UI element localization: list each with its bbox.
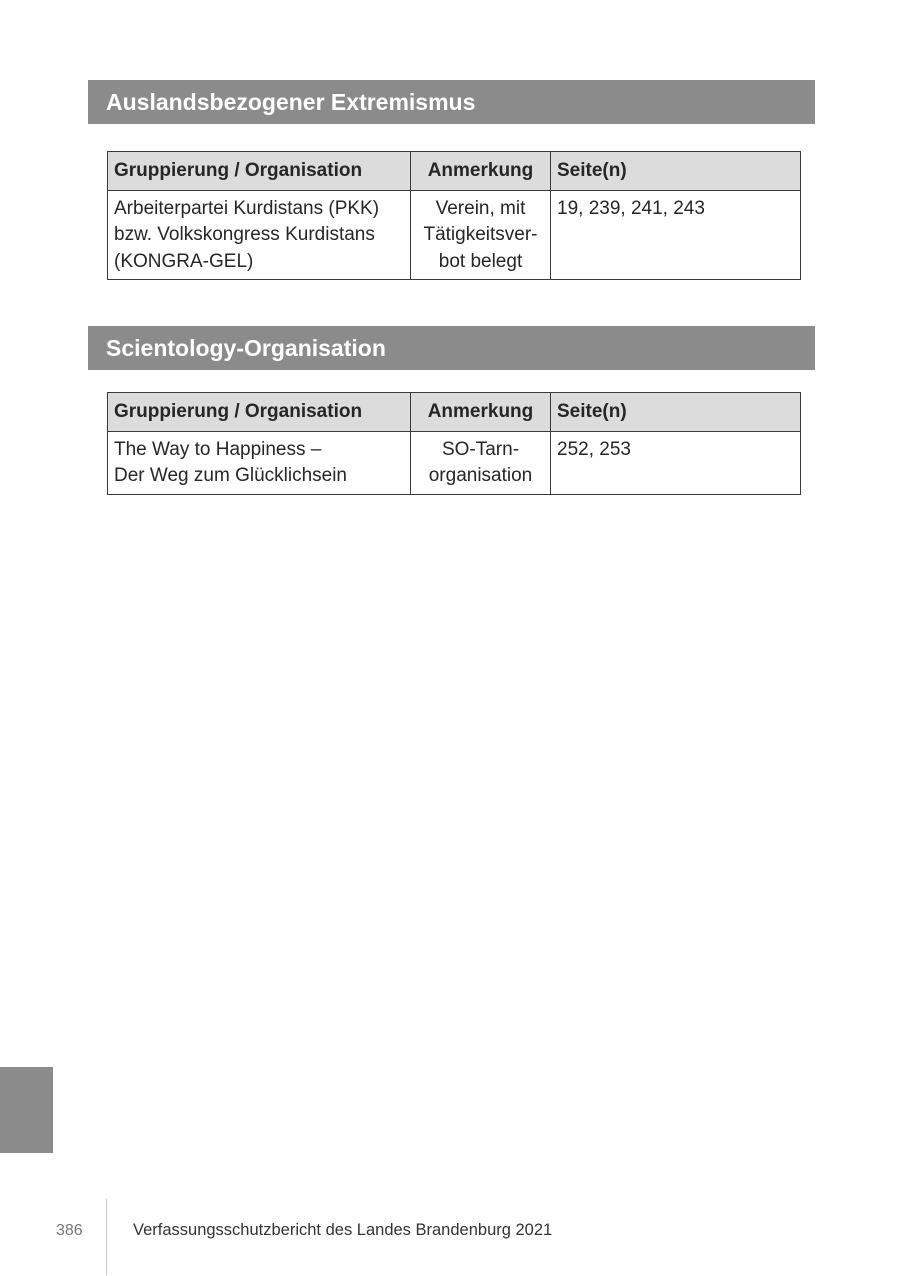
- organisation-table-scientology: [107, 392, 801, 495]
- table-header-row: [108, 152, 801, 191]
- column-header-anmerkung: Anmerkung: [411, 393, 551, 432]
- organisation-line: The Way to Happiness –: [114, 438, 322, 460]
- organisation-cell: [108, 190, 411, 280]
- table-row: [108, 190, 801, 280]
- anmerkung-cell: [411, 190, 551, 280]
- column-header-organisation: Gruppierung / Organisation: [108, 152, 411, 191]
- table-row: [108, 431, 801, 494]
- anmerkung-line: bot belegt: [438, 250, 523, 272]
- anmerkung-line: organisation: [428, 465, 533, 486]
- anmerkung-cell: [411, 431, 551, 494]
- page-number: 386: [56, 1222, 83, 1239]
- chapter-margin-tab: [0, 1067, 53, 1153]
- organisation-line: bzw. Volkskongress Kurdistans: [114, 224, 375, 245]
- seiten-cell: 19, 239, 241, 243: [551, 190, 801, 280]
- section-heading-auslandsbezogener-extremismus: Auslandsbezogener Extremismus: [88, 80, 815, 124]
- anmerkung-line: SO-Tarn-: [441, 438, 520, 460]
- organisation-cell: [108, 431, 411, 494]
- footer-publication-title: Verfassungsschutzbericht des Landes Brandenburg 2021: [133, 1221, 553, 1239]
- column-header-seiten: Seite(n): [551, 152, 801, 191]
- organisation-table-auslandsbezogener-extremismus: [107, 151, 801, 280]
- organisation-line: (KONGRA-GEL): [114, 250, 254, 272]
- column-header-anmerkung: Anmerkung: [411, 152, 551, 191]
- organisation-line: Arbeiterpartei Kurdistans (PKK): [114, 197, 380, 219]
- organisation-line: Der Weg zum Glücklichsein: [114, 465, 348, 486]
- anmerkung-line: Verein, mit: [435, 197, 526, 219]
- table-header-row: [108, 393, 801, 432]
- column-header-seiten: Seite(n): [551, 393, 801, 432]
- seiten-cell: 252, 253: [551, 431, 801, 494]
- footer-divider: [106, 1199, 107, 1275]
- section-heading-scientology-organisation: Scientology-Organisation: [88, 326, 815, 370]
- column-header-organisation: Gruppierung / Organisation: [108, 393, 411, 432]
- anmerkung-line: Tätigkeitsver-: [423, 224, 538, 245]
